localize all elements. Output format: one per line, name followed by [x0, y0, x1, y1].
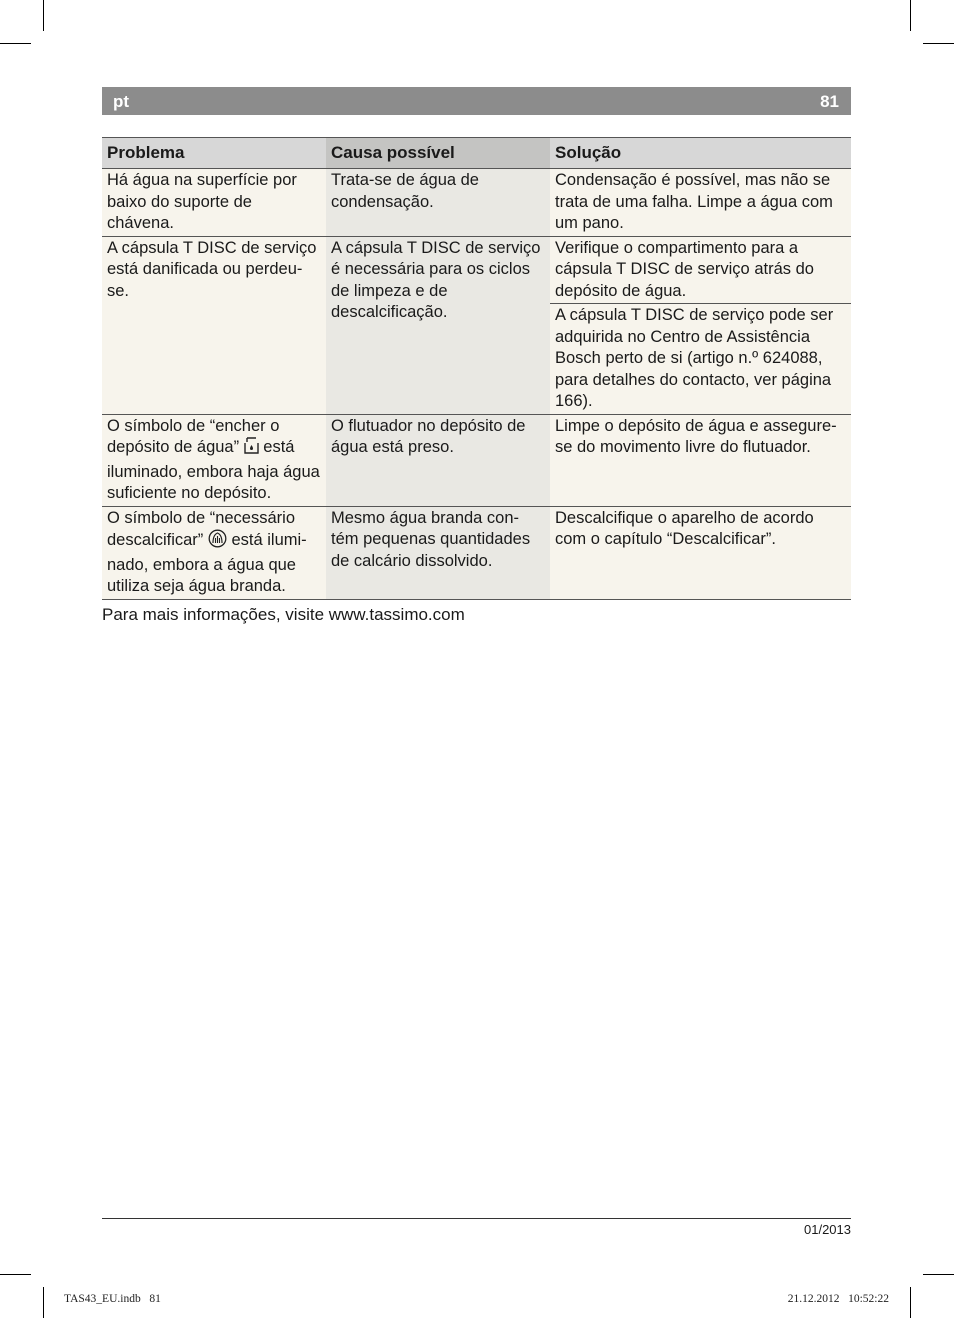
problem-text: está ilumi-nado, embora a água que utiliza seja água branda.	[107, 531, 307, 595]
page-number: 81	[820, 92, 839, 111]
crop-mark	[43, 0, 44, 31]
date-code: 01/2013	[804, 1222, 851, 1237]
problem-text: O símbolo de “encher o depósito de água”	[107, 416, 280, 456]
crop-mark	[923, 43, 954, 44]
cause-cell: Mesmo água branda con-tém pequenas quantidades de calcário dissolvido.	[326, 506, 550, 599]
crop-mark	[43, 1287, 44, 1318]
print-timestamp: 21.12.2012 10:52:22	[787, 1293, 889, 1305]
crop-mark	[910, 0, 911, 31]
table-row	[102, 169, 851, 237]
crop-mark	[910, 1287, 911, 1318]
table-row	[102, 506, 851, 599]
water-tank-icon	[244, 437, 259, 462]
column-header-solution: Solução	[550, 138, 851, 169]
crop-mark	[0, 1274, 31, 1275]
cause-cell: O flutuador no depósito de água está preso.	[326, 414, 550, 506]
problem-cell	[102, 506, 326, 599]
troubleshooting-table	[102, 137, 851, 600]
descale-icon	[208, 529, 227, 555]
crop-mark	[923, 1274, 954, 1275]
problem-cell: A cápsula T DISC de serviço está danificada ou perdeu-se.	[102, 236, 326, 414]
cause-cell: Trata-se de água de condensação.	[326, 169, 550, 237]
column-header-cause: Causa possível	[326, 138, 550, 169]
language-code: pt	[113, 92, 130, 111]
table-header-row	[102, 138, 851, 169]
footer-rule	[102, 1218, 851, 1219]
table-row	[102, 414, 851, 506]
more-info-text: Para mais informações, visite www.tassimo.com	[102, 605, 465, 624]
problem-cell	[102, 414, 326, 506]
file-slug: TAS43_EU.indb 81	[64, 1293, 161, 1305]
problem-cell: Há água na superfície por baixo do suporte de chávena.	[102, 169, 326, 237]
solution-cell: A cápsula T DISC de serviço pode ser adquirida no Centro de Assistência Bosch perto de si (artigo n.º 624088, para detalhes do contacto, ver página 166).	[550, 304, 851, 415]
solution-cell: Descalcifique o aparelho de acordo com o capítulo “Descalcificar”.	[550, 506, 851, 599]
cause-cell: A cápsula T DISC de serviço é necessária para os ciclos de limpeza e de descalcificação.	[326, 236, 550, 414]
table-row	[102, 236, 851, 304]
column-header-problem: Problema	[102, 138, 326, 169]
crop-mark	[0, 43, 31, 44]
solution-cell: Verifique o compartimento para a cápsula T DISC de serviço atrás do depósito de água.	[550, 236, 851, 304]
page-header	[102, 87, 851, 115]
solution-cell: Limpe o depósito de água e assegure-se do movimento livre do flutuador.	[550, 414, 851, 506]
problem-text: O símbolo de “necessário descalcificar”	[107, 508, 296, 549]
problem-text: está iluminado, embora haja água suficiente no depósito.	[107, 438, 320, 502]
solution-cell: Condensação é possível, mas não se trata de uma falha. Limpe a água com um pano.	[550, 169, 851, 237]
